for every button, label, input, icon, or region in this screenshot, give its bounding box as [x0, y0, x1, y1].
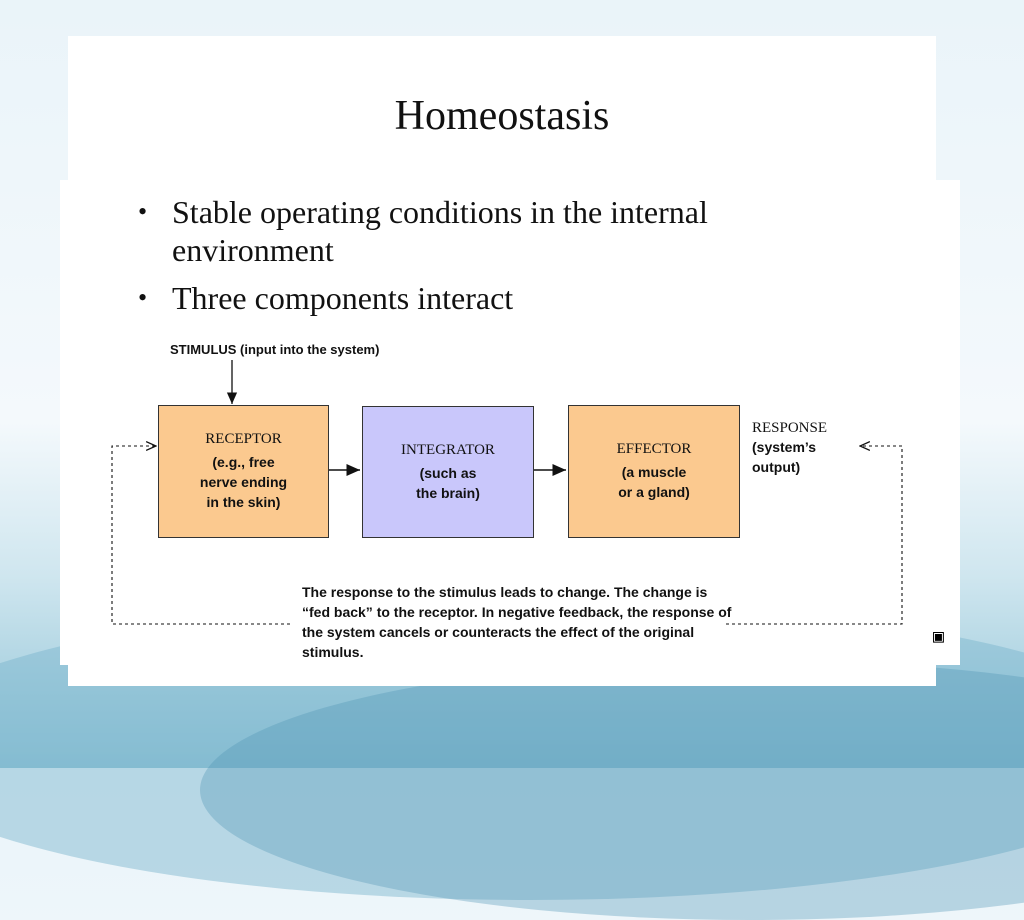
bullet-text: Three components interact — [172, 280, 514, 316]
effector-title: EFFECTOR — [616, 441, 692, 457]
response-label — [752, 420, 862, 477]
bullet-dot-icon: • — [138, 197, 148, 226]
bullet-dot-icon: • — [138, 283, 148, 312]
feedback-description: The response to the stimulus leads to change. The change is “fed back” to the receptor. In negative feedback, the response of the system cancels or counteracts the effect of the original stimulus. — [302, 584, 732, 660]
response-title: RESPONSE — [752, 420, 828, 436]
response-detail: (system’s output) — [752, 439, 817, 475]
effector-detail: (a muscle or a gland) — [618, 464, 690, 500]
receptor-box — [158, 405, 329, 538]
integrator-detail: (such as the brain) — [416, 464, 480, 501]
receptor-detail: (e.g., free nerve ending in the skin) — [199, 454, 288, 510]
bullet-text: Stable operating conditions in the internal environment — [172, 194, 708, 268]
slide-nav-icon[interactable]: ▣ — [933, 626, 944, 647]
slide-title: Homeostasis — [394, 93, 610, 139]
receptor-title: RECEPTOR — [205, 431, 282, 447]
integrator-title: INTEGRATOR — [401, 441, 495, 458]
effector-box — [568, 405, 740, 538]
stimulus-label: STIMULUS (input into the system) — [170, 342, 380, 357]
integrator-box — [362, 406, 534, 538]
